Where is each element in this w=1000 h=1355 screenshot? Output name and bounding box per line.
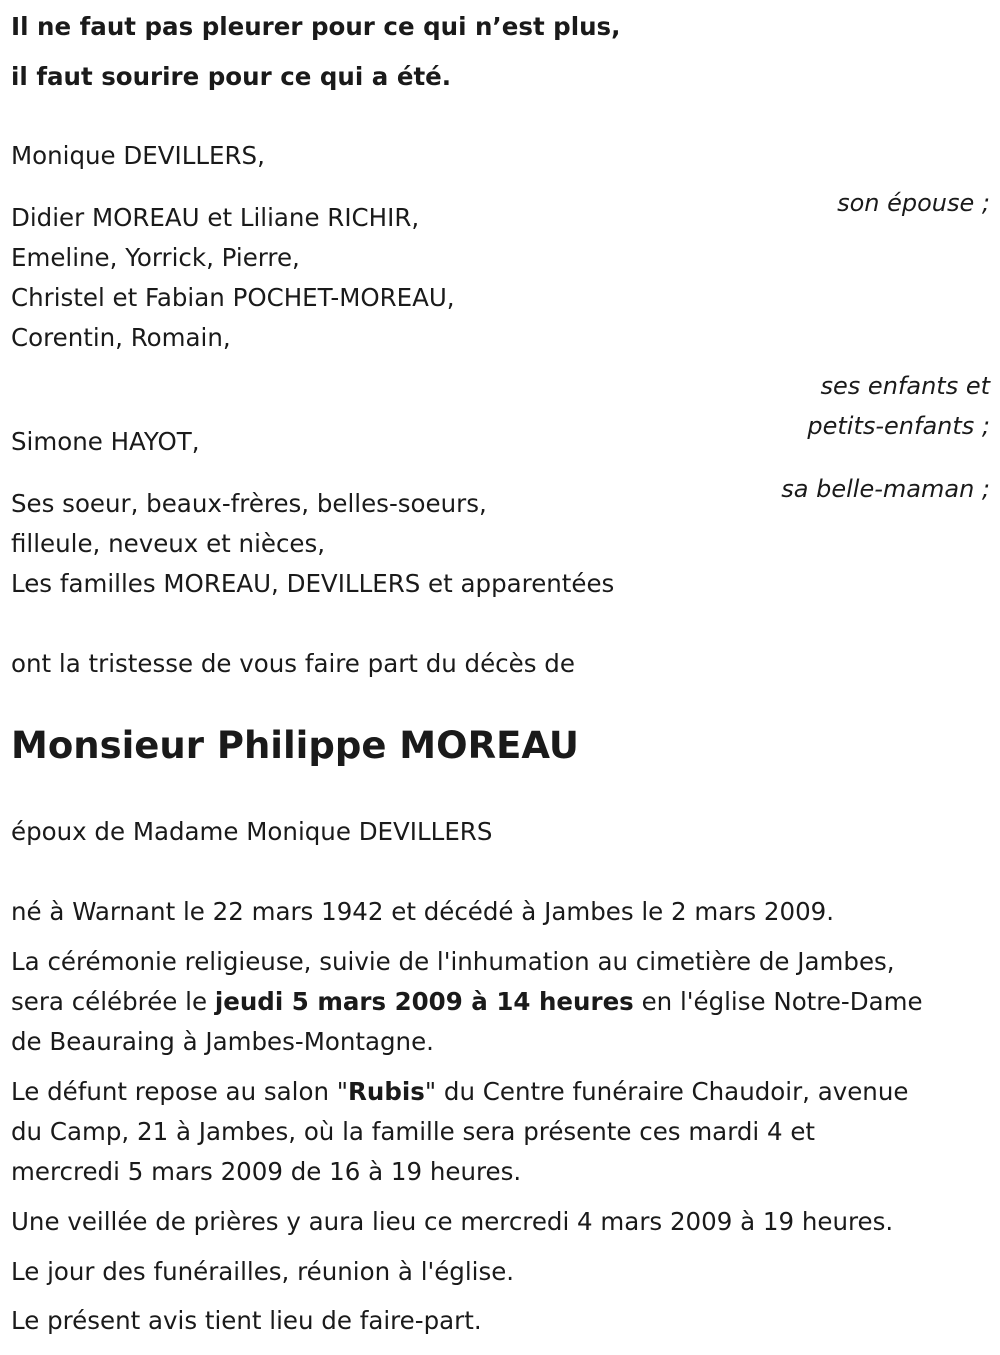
repose-line-1-text-b: " du Centre funéraire Chaudoir, avenue [424,1077,909,1106]
quote-line-1: Il ne faut pas pleurer pour ce qui n’est plus, [11,12,621,41]
children-line-3: Christel et Fabian POCHET-MOREAU, [11,283,455,312]
spouse-of: époux de Madame Monique DEVILLERS [11,817,493,846]
children-line-2: Emeline, Yorrick, Pierre, [11,243,300,272]
children-line-4: Corentin, Romain, [11,323,231,352]
repose-line-1 [11,1077,909,1106]
mother-in-law-name: Simone HAYOT, [11,427,200,456]
repose-line-1-text-a: Le défunt repose au salon " [11,1077,349,1106]
deceased-name: Monsieur Philippe MOREAU [11,724,579,767]
spouse-name: Monique DEVILLERS, [11,141,265,170]
vigil: Une veillée de prières y aura lieu ce mercredi 4 mars 2009 à 19 heures. [11,1207,894,1236]
ceremony-line-3: de Beauraing à Jambes-Montagne. [11,1027,434,1056]
ceremony-line-2-text-b: en l'église Notre-Dame [633,987,923,1016]
others-line-2: filleule, neveux et nièces, [11,529,326,558]
others-line-3: Les familles MOREAU, DEVILLERS et apparentées [11,569,615,598]
meeting: Le jour des funérailles, réunion à l'église. [11,1257,515,1286]
children-role-line-1: ses enfants et [820,372,990,400]
repose-line-2: du Camp, 21 à Jambes, où la famille sera présente ces mardi 4 et [11,1117,816,1146]
children-line-1: Didier MOREAU et Liliane RICHIR, [11,203,420,232]
ceremony-line-1: La cérémonie religieuse, suivie de l'inhumation au cimetière de Jambes, [11,947,895,976]
ceremony-date: jeudi 5 mars 2009 à 14 heures [214,987,634,1016]
quote-line-2: il faut sourire pour ce qui a été. [11,62,452,91]
mother-in-law-role: sa belle-maman ; [781,475,990,503]
others-line-1: Ses soeur, beaux-frères, belles-soeurs, [11,489,487,518]
ceremony-line-2-text-a: sera célébrée le [11,987,215,1016]
announcement: ont la tristesse de vous faire part du décès de [11,649,575,678]
notice: Le présent avis tient lieu de faire-part. [11,1306,482,1335]
children-role-line-2: petits-enfants ; [807,412,990,440]
ceremony-line-2 [11,987,923,1016]
repose-line-3: mercredi 5 mars 2009 de 16 à 19 heures. [11,1157,522,1186]
spouse-role: son épouse ; [837,189,990,217]
birth-death: né à Warnant le 22 mars 1942 et décédé à Jambes le 2 mars 2009. [11,897,835,926]
salon-name: Rubis [348,1077,425,1106]
